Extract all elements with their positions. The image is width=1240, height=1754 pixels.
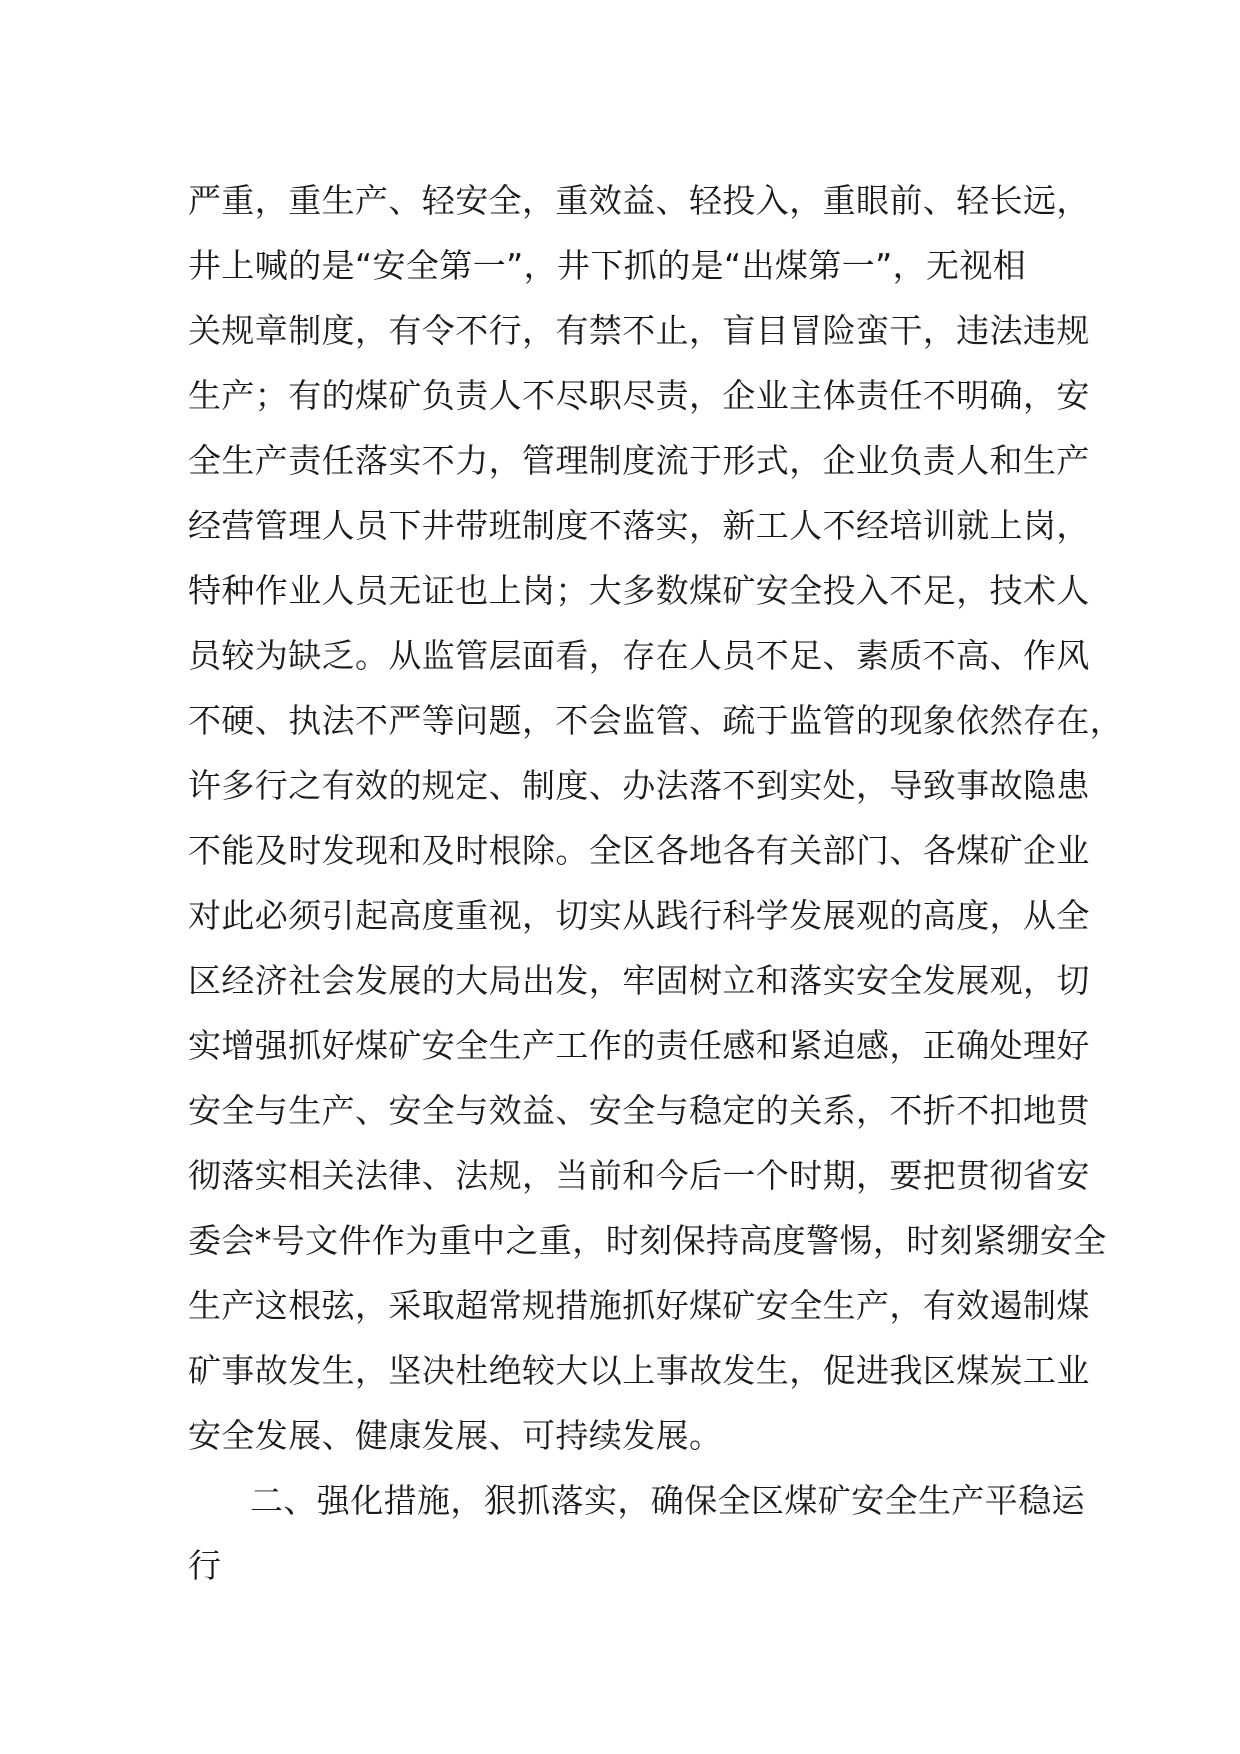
text-line: 不硬、执法不严等问题，不会监管、疏于监管的现象依然存在， — [188, 701, 1124, 740]
text-line: 彻落实相关法律、法规，当前和今后一个时期，要把贯彻省安 — [188, 1156, 1090, 1195]
text-line: 安全发展、健康发展、可持续发展。 — [188, 1416, 723, 1455]
section-heading: 二、强化措施，狠抓落实，确保全区煤矿安全生产平稳运 — [250, 1481, 1085, 1520]
text-line: 特种作业人员无证也上岗；大多数煤矿安全投入不足，技术人 — [188, 571, 1090, 610]
text-line: 区经济社会发展的大局出发，牢固树立和落实安全发展观，切 — [188, 961, 1090, 1000]
text-line: 生产；有的煤矿负责人不尽职尽责，企业主体责任不明确，安 — [188, 376, 1090, 415]
text-line: 实增强抓好煤矿安全生产工作的责任感和紧迫感，正确处理好 — [188, 1026, 1090, 1065]
text-line: 生产这根弦，采取超常规措施抓好煤矿安全生产，有效遏制煤 — [188, 1286, 1090, 1325]
text-line: 全生产责任落实不力，管理制度流于形式，企业负责人和生产 — [188, 441, 1090, 480]
text-line: 许多行之有效的规定、制度、办法落不到实处，导致事故隐患 — [188, 766, 1090, 805]
text-line: 经营管理人员下井带班制度不落实，新工人不经培训就上岗， — [188, 506, 1090, 545]
text-line: 员较为缺乏。从监管层面看，存在人员不足、素质不高、作风 — [188, 636, 1090, 675]
text-line: 关规章制度，有令不行，有禁不止，盲目冒险蛮干，违法违规 — [188, 311, 1090, 350]
text-line: 井上喊的是“安全第一”，井下抓的是“出煤第一”，无视相 — [188, 246, 1027, 285]
text-line: 严重，重生产、轻安全，重效益、轻投入，重眼前、轻长远， — [188, 181, 1090, 220]
text-line: 对此必须引起高度重视，切实从践行科学发展观的高度，从全 — [188, 896, 1090, 935]
text-line: 矿事故发生，坚决杜绝较大以上事故发生，促进我区煤炭工业 — [188, 1351, 1090, 1390]
body-text — [188, 168, 1124, 1598]
text-line: 安全与生产、安全与效益、安全与稳定的关系，不折不扣地贯 — [188, 1091, 1090, 1130]
text-line: 不能及时发现和及时根除。全区各地各有关部门、各煤矿企业 — [188, 831, 1090, 870]
text-line: 委会*号文件作为重中之重，时刻保持高度警惕，时刻紧绷安全 — [188, 1221, 1107, 1260]
section-heading-continuation: 行 — [188, 1546, 222, 1585]
